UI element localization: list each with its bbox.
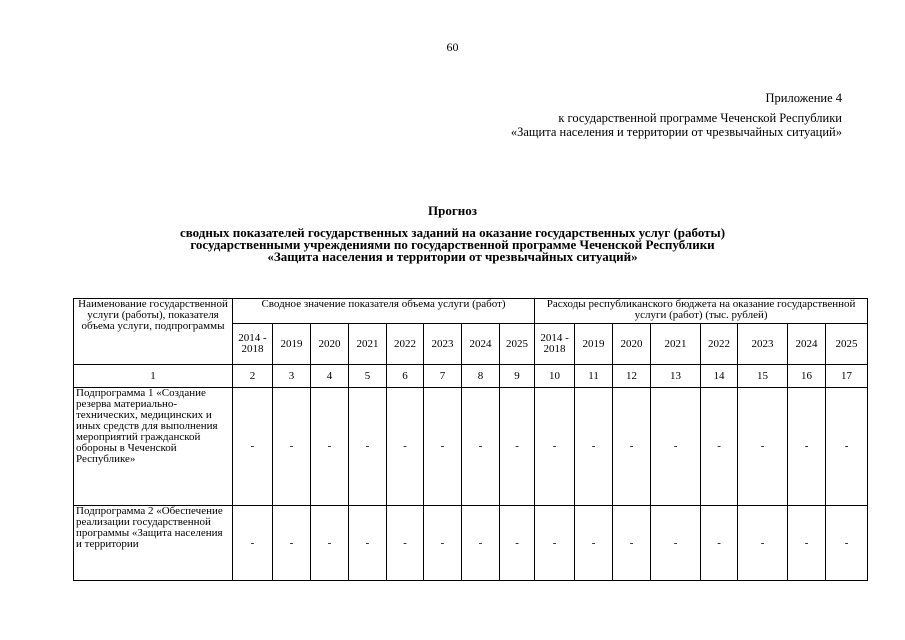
table-cell: - — [788, 506, 826, 581]
table-cell: - — [826, 388, 868, 506]
column-number: 2 — [233, 365, 273, 388]
table-cell: - — [613, 388, 651, 506]
column-number: 1 — [74, 365, 233, 388]
year-header: 2020 — [311, 324, 349, 365]
year-header: 2014 - 2018 — [233, 324, 273, 365]
table-cell: - — [349, 388, 387, 506]
budget-group-header: Расходы республиканского бюджета на оказание государственной услуги (работ) (тыс. рублей) — [535, 299, 868, 324]
table-cell: - — [651, 388, 701, 506]
subprogram-name — [74, 506, 233, 581]
table-cell: - — [575, 506, 613, 581]
year-header: 2021 — [651, 324, 701, 365]
year-header: 2022 — [387, 324, 424, 365]
table-cell: - — [826, 506, 868, 581]
year-header: 2023 — [424, 324, 462, 365]
column-number: 9 — [500, 365, 535, 388]
table-cell: - — [462, 506, 500, 581]
page-number: 60 — [446, 40, 459, 54]
subprogram-name: Подпрограмма 1 «Создание резерва материально-технических, медицинских и иных средств для выполнения мероприятий гражданской обороны в Чеченской Республике» — [74, 388, 233, 506]
column-number: 8 — [462, 365, 500, 388]
table-row — [74, 388, 868, 506]
name-column-header: Наименование государственной услуги (работы), показателя объема услуги, подпрограммы — [74, 299, 233, 365]
table-row — [74, 506, 868, 581]
table-cell: - — [788, 388, 826, 506]
year-header: 2019 — [575, 324, 613, 365]
table-cell: - — [500, 388, 535, 506]
table-cell: - — [701, 388, 738, 506]
document-title — [0, 205, 905, 263]
year-header: 2025 — [500, 324, 535, 365]
year-header: 2021 — [349, 324, 387, 365]
title-line-4: «Защита населения и территории от чрезвычайных ситуаций» — [267, 249, 638, 264]
title-line-3: государственными учреждениями по государственной программе Чеченской Республики — [190, 237, 715, 252]
table-cell: - — [424, 388, 462, 506]
column-number: 13 — [651, 365, 701, 388]
table-cell: - — [424, 506, 462, 581]
table-cell: - — [738, 506, 788, 581]
table-cell: - — [387, 506, 424, 581]
table-cell: - — [613, 506, 651, 581]
volume-group-header: Сводное значение показателя объема услуги (работ) — [233, 299, 535, 324]
column-number: 12 — [613, 365, 651, 388]
table-cell: - — [738, 388, 788, 506]
appendix-title: Приложение 4 — [765, 91, 842, 105]
year-header: 2025 — [826, 324, 868, 365]
table-cell: - — [701, 506, 738, 581]
column-number: 14 — [701, 365, 738, 388]
table-cell: - — [651, 506, 701, 581]
year-header: 2019 — [273, 324, 311, 365]
subprogram-name-text: Подпрограмма 2 «Обеспечение реализации государственной программы «Защита населения и территории — [76, 506, 223, 550]
column-number: 6 — [387, 365, 424, 388]
indicators-table — [73, 298, 868, 581]
table-cell: - — [233, 506, 273, 581]
table-cell: - — [535, 388, 575, 506]
table-cell: - — [311, 506, 349, 581]
year-header: 2023 — [738, 324, 788, 365]
header-row-1 — [74, 299, 868, 324]
table-cell: - — [311, 388, 349, 506]
year-header: 2020 — [613, 324, 651, 365]
column-number: 7 — [424, 365, 462, 388]
column-number: 15 — [738, 365, 788, 388]
table-cell: - — [535, 506, 575, 581]
appendix-line-1: к государственной программе Чеченской Республики — [558, 111, 842, 125]
column-number: 17 — [826, 365, 868, 388]
column-number: 16 — [788, 365, 826, 388]
appendix-block — [511, 91, 842, 139]
table-cell: - — [349, 506, 387, 581]
column-number: 11 — [575, 365, 613, 388]
table-cell: - — [273, 388, 311, 506]
column-number: 5 — [349, 365, 387, 388]
year-header: 2014 - 2018 — [535, 324, 575, 365]
column-number-row — [74, 365, 868, 388]
year-header: 2022 — [701, 324, 738, 365]
column-number: 3 — [273, 365, 311, 388]
table-cell: - — [500, 506, 535, 581]
year-header: 2024 — [788, 324, 826, 365]
year-header: 2024 — [462, 324, 500, 365]
title-line-2: сводных показателей государственных заданий на оказание государственных услуг (работы) — [179, 225, 726, 240]
table-cell: - — [575, 388, 613, 506]
column-number: 10 — [535, 365, 575, 388]
column-number: 4 — [311, 365, 349, 388]
appendix-line-2: «Защита населения и территории от чрезвычайных ситуаций» — [510, 125, 842, 139]
table-cell: - — [387, 388, 424, 506]
table-cell: - — [462, 388, 500, 506]
table-cell: - — [273, 506, 311, 581]
title-line-1: Прогноз — [428, 203, 477, 218]
table-cell: - — [233, 388, 273, 506]
